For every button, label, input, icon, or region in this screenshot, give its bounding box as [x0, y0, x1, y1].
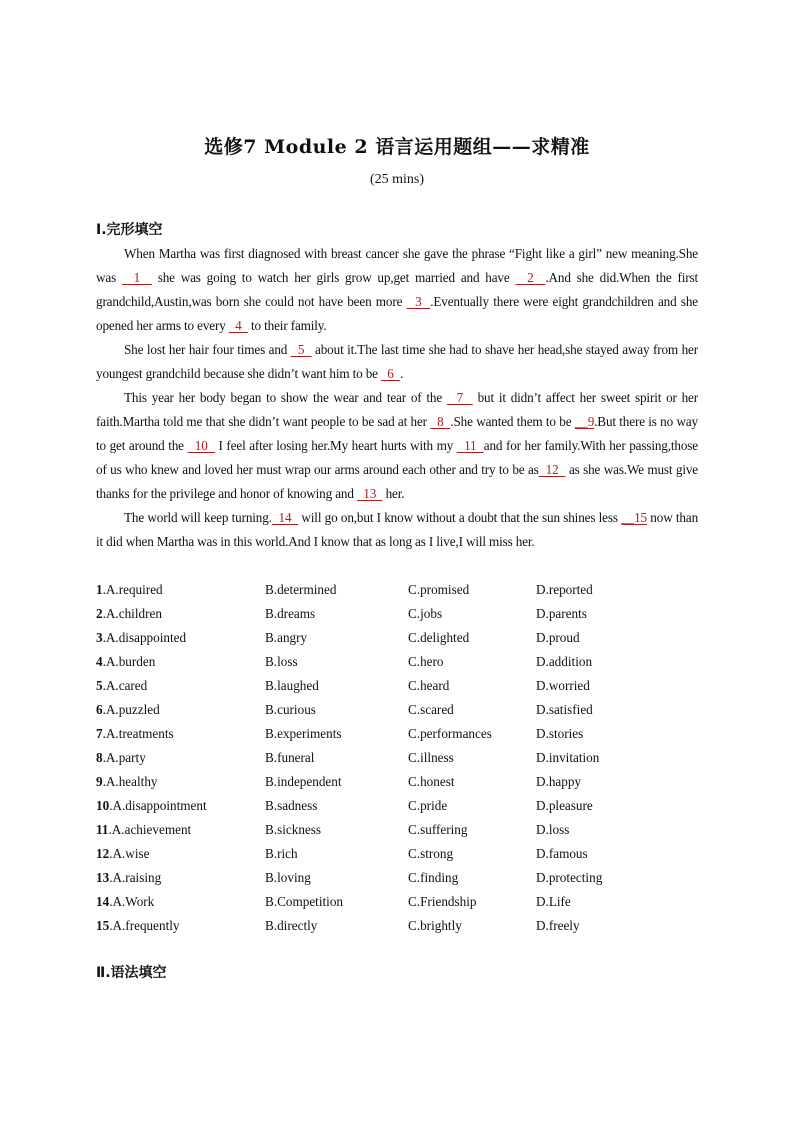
blank-14[interactable]: 14: [271, 510, 299, 525]
option-8d[interactable]: D.invitation: [536, 750, 600, 765]
blank-12[interactable]: 12: [538, 462, 566, 477]
option-3a[interactable]: 3.A.disappointed: [96, 630, 187, 645]
option-12a[interactable]: 12.A.wise: [96, 846, 150, 861]
blank-2[interactable]: 2: [515, 270, 546, 285]
option-6c[interactable]: C.scared: [408, 702, 454, 717]
option-11d[interactable]: D.loss: [536, 822, 570, 837]
option-2a[interactable]: 2.A.children: [96, 606, 162, 621]
option-14c[interactable]: C.Friendship: [408, 894, 477, 909]
question-row-4: [96, 650, 716, 674]
blank-3[interactable]: 3: [406, 294, 431, 309]
blank-15-lead: __: [621, 510, 635, 525]
blank-9-lead: __: [574, 414, 588, 429]
option-2c[interactable]: C.jobs: [408, 606, 443, 621]
page-title: 选修7 Module 2 语言运用题组——求精准: [204, 136, 590, 158]
time-limit: (25 mins): [369, 172, 425, 187]
option-15c[interactable]: C.brightly: [408, 918, 462, 933]
option-7a[interactable]: 7.A.treatments: [96, 726, 174, 741]
option-1d[interactable]: D.reported: [536, 582, 593, 597]
paragraph-2: She lost her hair four times and 5 about it.The last time she had to shave her head,she stayed away from her youngest grandchild because she didn’t want him to be 6 .: [96, 342, 698, 381]
option-13d[interactable]: D.protecting: [536, 870, 603, 885]
option-15b[interactable]: B.directly: [265, 918, 318, 933]
blank-4[interactable]: 4: [228, 318, 248, 333]
option-5b[interactable]: B.laughed: [265, 678, 319, 693]
option-3c[interactable]: C.delighted: [408, 630, 470, 645]
question-row-10: [96, 794, 716, 818]
blank-6[interactable]: 6: [381, 366, 401, 381]
option-6b[interactable]: B.curious: [265, 702, 316, 717]
option-5c[interactable]: C.heard: [408, 678, 450, 693]
option-8b[interactable]: B.funeral: [265, 750, 315, 765]
option-1a[interactable]: 1.A.required: [96, 582, 163, 597]
option-9c[interactable]: C.honest: [408, 774, 455, 789]
option-11b[interactable]: B.sickness: [265, 822, 322, 837]
paragraph-3: This year her body began to show the wear and tear of the 7 but it didn’t affect her sweet spirit or her faith.Martha told me that she didn’t want people to be sad at her 8 .She wanted them to be __9.But there is no way to get around the 10 I feel after losing her.My heart hurts with my 11 and for her family.With her passing,those of us who knew and loved her must wrap our arms around each other and try to be as 12 as she was.We must give thanks for the privilege and honor of knowing and 13 her.: [96, 390, 698, 501]
option-6a[interactable]: 6.A.puzzled: [96, 702, 160, 717]
blank-10[interactable]: 10: [187, 438, 215, 453]
option-8a[interactable]: 8.A.party: [96, 750, 146, 765]
option-13b[interactable]: B.loving: [265, 870, 311, 885]
paragraph-1: When Martha was first diagnosed with breast cancer she gave the phrase “Fight like a girl” new meaning.She was 1 she was going to watch her girls grow up,get married and have 2 .And she did.When the first grandchild,Austin,was born she could not have been more 3 .Eventually there were eight grandchildren and she opened her arms to every 4 to their family.: [96, 246, 698, 333]
question-row-6: [96, 698, 716, 722]
question-row-3: [96, 626, 716, 650]
option-9d[interactable]: D.happy: [536, 774, 582, 789]
option-10c[interactable]: C.pride: [408, 798, 448, 813]
option-7b[interactable]: B.experiments: [265, 726, 342, 741]
option-13a[interactable]: 13.A.raising: [96, 870, 162, 885]
question-row-13: [96, 866, 716, 890]
option-1b[interactable]: B.determined: [265, 582, 337, 597]
blank-13[interactable]: 13: [356, 486, 383, 501]
option-13c[interactable]: C.finding: [408, 870, 459, 885]
option-6d[interactable]: D.satisfied: [536, 702, 593, 717]
blank-8[interactable]: 8: [430, 414, 451, 429]
cloze-passage: [96, 242, 698, 554]
option-5a[interactable]: 5.A.cared: [96, 678, 148, 693]
option-4b[interactable]: B.loss: [265, 654, 298, 669]
option-2d[interactable]: D.parents: [536, 606, 587, 621]
question-row-5: [96, 674, 716, 698]
option-12d[interactable]: D.famous: [536, 846, 588, 861]
option-4d[interactable]: D.addition: [536, 654, 593, 669]
option-4c[interactable]: C.hero: [408, 654, 444, 669]
question-row-12: [96, 842, 716, 866]
question-row-8: [96, 746, 716, 770]
option-11c[interactable]: C.suffering: [408, 822, 468, 837]
paragraph-4: The world will keep turning. 14 will go on,but I know without a doubt that the sun shines less __15 now than it did when Martha was in this world.And I know that as long as I live,I will miss her.: [96, 510, 699, 549]
question-row-7: [96, 722, 716, 746]
option-5d[interactable]: D.worried: [536, 678, 590, 693]
option-12b[interactable]: B.rich: [265, 846, 298, 861]
question-row-11: [96, 818, 716, 842]
option-9b[interactable]: B.independent: [265, 774, 342, 789]
answer-options: [96, 578, 716, 938]
question-row-14: [96, 890, 716, 914]
option-10d[interactable]: D.pleasure: [536, 798, 593, 813]
option-4a[interactable]: 4.A.burden: [96, 654, 156, 669]
option-7c[interactable]: C.performances: [408, 726, 492, 741]
option-8c[interactable]: C.illness: [408, 750, 454, 765]
option-2b[interactable]: B.dreams: [265, 606, 316, 621]
blank-5[interactable]: 5: [290, 342, 312, 357]
option-14d[interactable]: D.Life: [536, 894, 571, 909]
option-12c[interactable]: C.strong: [408, 846, 454, 861]
blank-15[interactable]: 15: [634, 510, 647, 525]
option-7d[interactable]: D.stories: [536, 726, 584, 741]
option-14b[interactable]: B.Competition: [265, 894, 344, 909]
option-10b[interactable]: B.sadness: [265, 798, 318, 813]
option-14a[interactable]: 14.A.Work: [96, 894, 155, 909]
section-heading-grammar: Ⅱ.语法填空: [96, 965, 167, 981]
option-15a[interactable]: 15.A.frequently: [96, 918, 180, 933]
option-9a[interactable]: 9.A.healthy: [96, 774, 158, 789]
blank-7[interactable]: 7: [446, 390, 473, 405]
option-10a[interactable]: 10.A.disappointment: [96, 798, 207, 813]
question-row-15: [96, 914, 716, 938]
blank-9[interactable]: 9: [587, 414, 595, 429]
blank-1[interactable]: 1: [121, 270, 152, 285]
option-1c[interactable]: C.promised: [408, 582, 470, 597]
option-15d[interactable]: D.freely: [536, 918, 580, 933]
blank-11[interactable]: 11: [456, 438, 484, 453]
section-heading-cloze: Ⅰ.完形填空: [96, 222, 163, 238]
question-row-2: [96, 602, 716, 626]
option-3d[interactable]: D.proud: [536, 630, 580, 645]
question-row-9: [96, 770, 716, 794]
option-11a[interactable]: 11.A.achievement: [96, 822, 192, 837]
question-row-1: [96, 578, 716, 602]
option-3b[interactable]: B.angry: [265, 630, 308, 645]
